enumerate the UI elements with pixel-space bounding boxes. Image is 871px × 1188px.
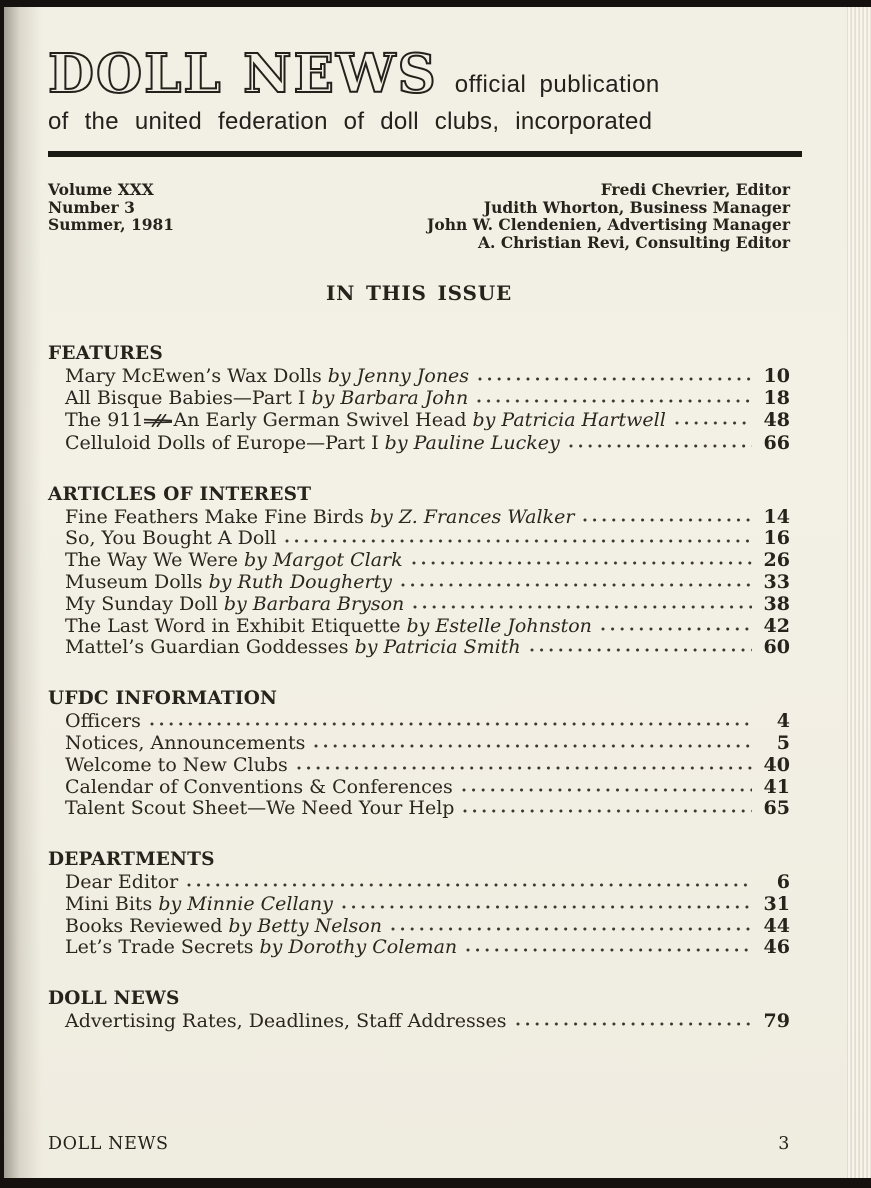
staff-consulting-editor: A. Christian Revi, Consulting Editor [478,232,790,252]
toc-entry-text [65,433,560,455]
leader-dots [187,883,752,887]
toc-section-heading: FEATURES [48,343,163,365]
toc-entry-page-number: 14 [763,505,790,528]
toc-entry-title: Dear Editor [65,871,179,894]
leader-dots [297,766,752,770]
leader-dots [463,809,752,813]
toc-entry-page-number: 44 [763,914,790,937]
toc-section-rows [65,1011,790,1033]
toc-entry-byline: by Patricia Smith [354,636,521,659]
toc-entry [65,594,790,616]
issue-info-row [48,181,790,251]
toc-entry-byline: by Barbara Bryson [223,592,405,615]
toc-entry-text [65,937,457,959]
masthead-suffix: official publication [454,71,660,98]
staff-business-manager: Judith Whorton, Business Manager [483,197,790,217]
toc-entry [65,937,790,959]
leader-dots [601,627,752,631]
footer-page-number: 3 [778,1134,790,1154]
struck-dash-icon [144,411,172,433]
toc-entry-title: Officers [65,710,141,733]
toc-entry-title: The Way We Were [65,549,238,572]
issue-info [48,181,174,251]
toc-entry [65,733,790,755]
leader-dots [391,927,752,931]
toc-entry-title: Fine Feathers Make Fine Birds [65,505,364,528]
toc-entry-page-number: 38 [763,592,790,615]
page-content [48,7,790,1033]
toc-entry-page-number: 18 [763,387,790,410]
toc-entry-page-number: 79 [763,1010,790,1033]
toc-entry-page-number: 5 [776,731,790,754]
leader-dots [150,722,752,726]
leader-dots [583,518,752,522]
toc-section-rows [65,711,790,820]
toc-entry-page-number: 46 [763,936,790,959]
toc-entry-text [65,894,333,916]
toc-section [48,343,790,454]
toc-section-heading: DOLL NEWS [48,988,180,1010]
toc-entry-title: The 911 [65,408,144,431]
footer-magazine-name: DOLL NEWS [48,1134,169,1154]
toc-entry-page-number: 65 [763,797,790,820]
toc-entry-page-number: 60 [763,636,790,659]
toc-entry-title: All Bisque Babies—Part I [65,387,306,410]
leader-dots [478,377,752,381]
toc-entry-text [65,528,276,550]
toc-entry-byline: by Betty Nelson [228,914,382,937]
toc-entry-page-number: 42 [763,614,790,637]
toc-entry [65,572,790,594]
toc-entry-text [65,616,592,638]
toc-entry-title: Mary McEwen’s Wax Dolls [65,365,322,388]
divider-rule [48,151,802,157]
leader-dots [342,905,752,909]
toc-entry-byline: by Minnie Cellany [158,892,333,915]
leader-dots [401,583,752,587]
masthead-title-row [48,43,790,105]
toc-entry-byline: by Z. Frances Walker [369,505,575,528]
toc-entry-text [65,550,403,572]
staff-credits [427,181,790,251]
toc-entry [65,388,790,410]
toc-entry-page-number: 10 [763,365,790,388]
toc-entry-text [65,872,178,894]
magazine-title: DOLL NEWS [48,43,438,105]
toc-entry [65,916,790,938]
toc-entry [65,366,790,388]
toc-entry-byline: by Patricia Hartwell [472,408,666,431]
toc-entry-text [65,1011,507,1033]
toc-entry [65,798,790,820]
toc-entry-page-number: 26 [763,549,790,572]
leader-dots [412,561,752,565]
toc-entry-text [65,755,288,777]
toc-entry [65,777,790,799]
toc-section [48,988,790,1033]
table-of-contents [48,343,790,1033]
toc-entry-text [65,388,468,410]
toc-entry-title: Let’s Trade Secrets [65,936,254,959]
toc-section [48,688,790,820]
toc-entry [65,507,790,529]
leader-dots [516,1022,752,1026]
toc-entry-text [65,572,392,594]
contents-heading: IN THIS ISSUE [325,281,513,306]
toc-entry-byline: by Jenny Jones [327,365,470,388]
leader-dots [413,605,752,609]
toc-section [48,849,790,959]
toc-entry-page-number: 40 [763,753,790,776]
toc-entry-title: Books Reviewed [65,914,223,937]
toc-entry [65,894,790,916]
toc-entry-title: Celluloid Dolls of Europe—Part I [65,431,379,454]
issue-volume: Volume XXX [48,180,154,200]
staff-editor: Fredi Chevrier, Editor [600,180,790,200]
toc-entry-page-number: 66 [763,431,790,454]
leader-dots [462,788,752,792]
toc-entry-text [65,916,382,938]
toc-entry [65,528,790,550]
toc-entry-page-number: 41 [763,775,790,798]
toc-entry-title: Welcome to New Clubs [65,753,288,776]
toc-entry-title: Museum Dolls [65,570,203,593]
toc-entry [65,550,790,572]
toc-entry-title: Calendar of Conventions & Conferences [65,775,453,798]
page-footer [48,1134,790,1154]
toc-section-rows [65,366,790,454]
toc-entry-byline: by Margot Clark [244,549,403,572]
toc-section-heading: UFDC INFORMATION [48,688,278,710]
book-page-edge-texture [847,7,871,1178]
toc-entry [65,755,790,777]
toc-entry [65,872,790,894]
toc-entry-title: So, You Bought A Doll [65,527,277,550]
page-gutter-shadow [4,7,42,1178]
toc-entry-byline: by Ruth Dougherty [208,570,392,593]
toc-entry-title: Mattel’s Guardian Goddesses [65,636,349,659]
toc-section [48,484,790,660]
toc-section-rows [65,872,790,959]
toc-entry-title-rest: An Early German Swivel Head [173,408,467,431]
toc-entry [65,410,790,433]
toc-entry-page-number: 4 [776,710,790,733]
toc-entry-byline: by Barbara John [311,387,469,410]
magazine-page [4,7,871,1178]
toc-entry-title: Talent Scout Sheet—We Need Your Help [65,797,455,820]
leader-dots [530,648,752,652]
staff-advertising-manager: John W. Clendenien, Advertising Manager [427,215,790,235]
toc-entry-page-number: 6 [776,871,790,894]
toc-entry-text [65,637,521,659]
toc-entry-byline: by Dorothy Coleman [259,936,458,959]
toc-entry [65,637,790,659]
toc-entry-text [65,594,404,616]
masthead-subtitle: of the united federation of doll clubs, incorporated [48,108,653,136]
toc-entry [65,433,790,455]
toc-entry-page-number: 31 [763,892,790,915]
leader-dots [466,948,752,952]
leader-dots [314,744,752,748]
toc-entry-text [65,798,454,820]
toc-entry-text [65,777,453,799]
toc-entry-byline: by Estelle Johnston [406,614,592,637]
toc-entry [65,711,790,733]
toc-entry-text [65,711,141,733]
toc-section-heading: ARTICLES OF INTEREST [48,483,312,505]
toc-entry-page-number: 33 [763,570,790,593]
toc-entry-title: My Sunday Doll [65,592,218,615]
toc-entry-page-number: 16 [763,527,790,550]
toc-entry-title: Notices, Announcements [65,731,306,754]
issue-season: Summer, 1981 [48,215,175,235]
toc-entry-text [65,410,666,433]
toc-entry-text [65,507,574,529]
toc-entry [65,1011,790,1033]
toc-section-rows [65,507,790,660]
masthead [48,43,790,136]
leader-dots [569,444,752,448]
toc-entry-page-number: 48 [763,408,790,431]
toc-entry-text [65,733,305,755]
leader-dots [285,539,752,543]
toc-entry-title: The Last Word in Exhibit Etiquette [65,614,401,637]
toc-entry-title: Advertising Rates, Deadlines, Staff Addresses [65,1010,507,1033]
toc-entry-text [65,366,469,388]
toc-entry-byline: by Pauline Luckey [384,431,560,454]
toc-entry [65,616,790,638]
toc-section-heading: DEPARTMENTS [48,849,215,871]
leader-dots [675,421,752,425]
toc-entry-title: Mini Bits [65,892,153,915]
issue-number: Number 3 [48,197,135,217]
leader-dots [477,399,752,403]
